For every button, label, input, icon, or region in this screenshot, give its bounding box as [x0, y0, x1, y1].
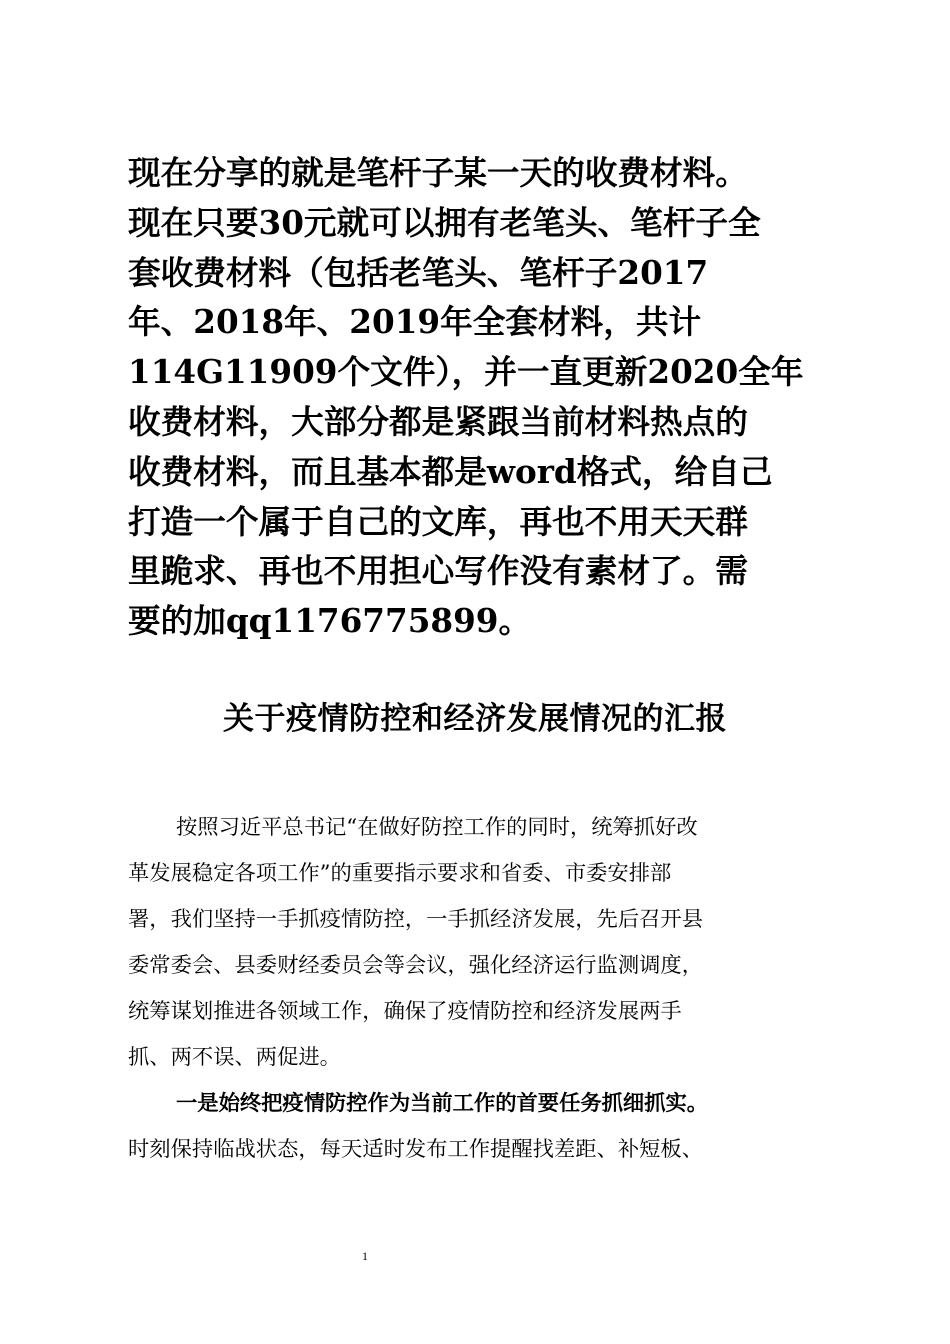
promo-line: 收费材料，大部分都是紧跟当前材料热点的 [128, 401, 748, 441]
body-line: 统筹谋划推进各领域工作，确保了疫情防控和经济发展两手 [128, 999, 682, 1024]
promo-line: 里跪求、再也不用担心写作没有素材了。需 [128, 551, 748, 591]
body-line: 抓、两不误、两促进。 [128, 1045, 341, 1070]
promo-line: 要的加qq1176775899。 [128, 601, 532, 641]
page-number: 1 [362, 1249, 368, 1263]
paragraph-lead: 一是始终把疫情防控作为当前工作的首要任务抓细抓实。 [176, 1091, 709, 1116]
body-line: 署，我们坚持一手抓疫情防控，一手抓经济发展，先后召开县 [128, 907, 704, 932]
body-line: 按照习近平总书记“在做好防控工作的同时，统筹抓好改 [176, 815, 698, 840]
promo-line: 114G11909个文件），并一直更新2020全年 [128, 352, 804, 392]
promo-line: 套收费材料（包括老笔头、笔杆子2017 [128, 252, 709, 292]
promo-line: 收费材料，而且基本都是word格式，给自己 [128, 451, 773, 491]
document-body [128, 805, 823, 1173]
promo-line: 年、2018年、2019年全套材料，共计 [128, 302, 702, 342]
body-line: 革发展稳定各项工作”的重要指示要求和省委、市委安排部 [128, 861, 672, 886]
document-title: 关于疫情防控和经济发展情况的汇报 [223, 701, 727, 737]
promo-line: 打造一个属于自己的文库，再也不用天天群 [128, 501, 748, 541]
promo-paragraph [128, 148, 828, 646]
body-line: 时刻保持临战状态，每天适时发布工作提醒找差距、补短板、 [128, 1137, 704, 1162]
promo-line: 现在只要30元就可以拥有老笔头、笔杆子全 [128, 202, 761, 242]
promo-line: 现在分享的就是笔杆子某一天的收费材料。 [128, 153, 748, 192]
body-line: 委常委会、县委财经委员会等会议，强化经济运行监测调度， [128, 953, 704, 978]
